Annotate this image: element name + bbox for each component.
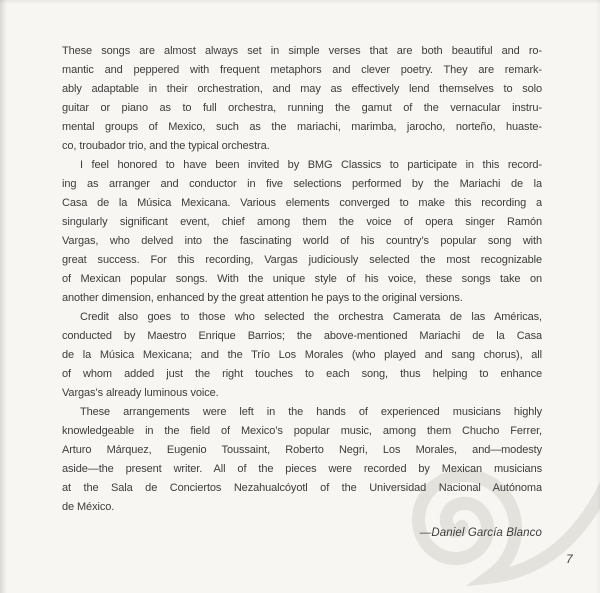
text-line: These songs are almost always set in simple verses that are both beautiful and ro- bbox=[62, 45, 542, 57]
text-line: knowledgeable in the field of Mexico’s popular music, among them Chucho Ferrer, bbox=[62, 425, 542, 437]
text-line: ing as arranger and conductor in five selections performed by the Mariachi de la bbox=[62, 178, 542, 190]
text-line: guitar or piano as to full orchestra, running the gamut of the vernacular instru- bbox=[62, 102, 542, 114]
text-line: Casa de la Música Mexicana. Various elements converged to make this recording a bbox=[62, 197, 542, 209]
paragraph bbox=[62, 308, 542, 403]
text-line: de la Música Mexicana; and the Trío Los Morales (who played and sang chorus), all bbox=[62, 349, 542, 361]
text-line: conducted by Maestro Enrique Barrios; the above-mentioned Mariachi de la Casa bbox=[62, 330, 542, 342]
text-line: Vargas, who delved into the fascinating world of his country’s popular song with bbox=[62, 235, 542, 247]
paragraph bbox=[62, 42, 542, 156]
text-line: another dimension, enhanced by the great attention he pays to the original versions. bbox=[62, 292, 463, 304]
paragraph bbox=[62, 403, 542, 517]
text-line: mental groups of Mexico, such as the mariachi, marimba, jarocho, norteño, huaste- bbox=[62, 121, 542, 133]
text-line: These arrangements were left in the hands of experienced musicians highly bbox=[80, 406, 542, 418]
author-signature: —Daniel García Blanco bbox=[419, 527, 542, 539]
text-line: Vargas’s already luminous voice. bbox=[62, 387, 219, 399]
text-line: de México. bbox=[62, 501, 115, 513]
text-line: of whom added just the right touches to each song, thus helping to enhance bbox=[62, 368, 542, 380]
text-line: Credit also goes to those who selected the orchestra Camerata de las Américas, bbox=[80, 311, 542, 323]
text-line: great success. For this recording, Vargas judiciously selected the most recognizable bbox=[62, 254, 542, 266]
text-line: co, troubador trio, and the typical orchestra. bbox=[62, 140, 270, 152]
text-line: I feel honored to have been invited by BMG Classics to participate in this record- bbox=[80, 159, 542, 171]
page-number: 7 bbox=[566, 552, 573, 566]
text-line: Arturo Márquez, Eugenio Toussaint, Roberto Negri, Los Morales, and—modesty bbox=[62, 444, 542, 456]
text-line: aside—the present writer. All of the pieces were recorded by Mexican musicians bbox=[62, 463, 542, 475]
liner-notes-text bbox=[62, 42, 542, 517]
text-line: singularly significant event, chief among them the voice of opera singer Ramón bbox=[62, 216, 542, 228]
text-line: of Mexican popular songs. With the unique style of his voice, these songs take on bbox=[62, 273, 542, 285]
paragraph bbox=[62, 156, 542, 308]
text-line: at the Sala de Conciertos Nezahualcóyotl of the Universidad Nacional Autónoma bbox=[62, 482, 542, 494]
text-line: ably adaptable in their orchestration, and may as effectively lend themselves to solo bbox=[62, 83, 542, 95]
text-line: mantic and peppered with frequent metaphors and clever poetry. They are remark- bbox=[62, 64, 542, 76]
